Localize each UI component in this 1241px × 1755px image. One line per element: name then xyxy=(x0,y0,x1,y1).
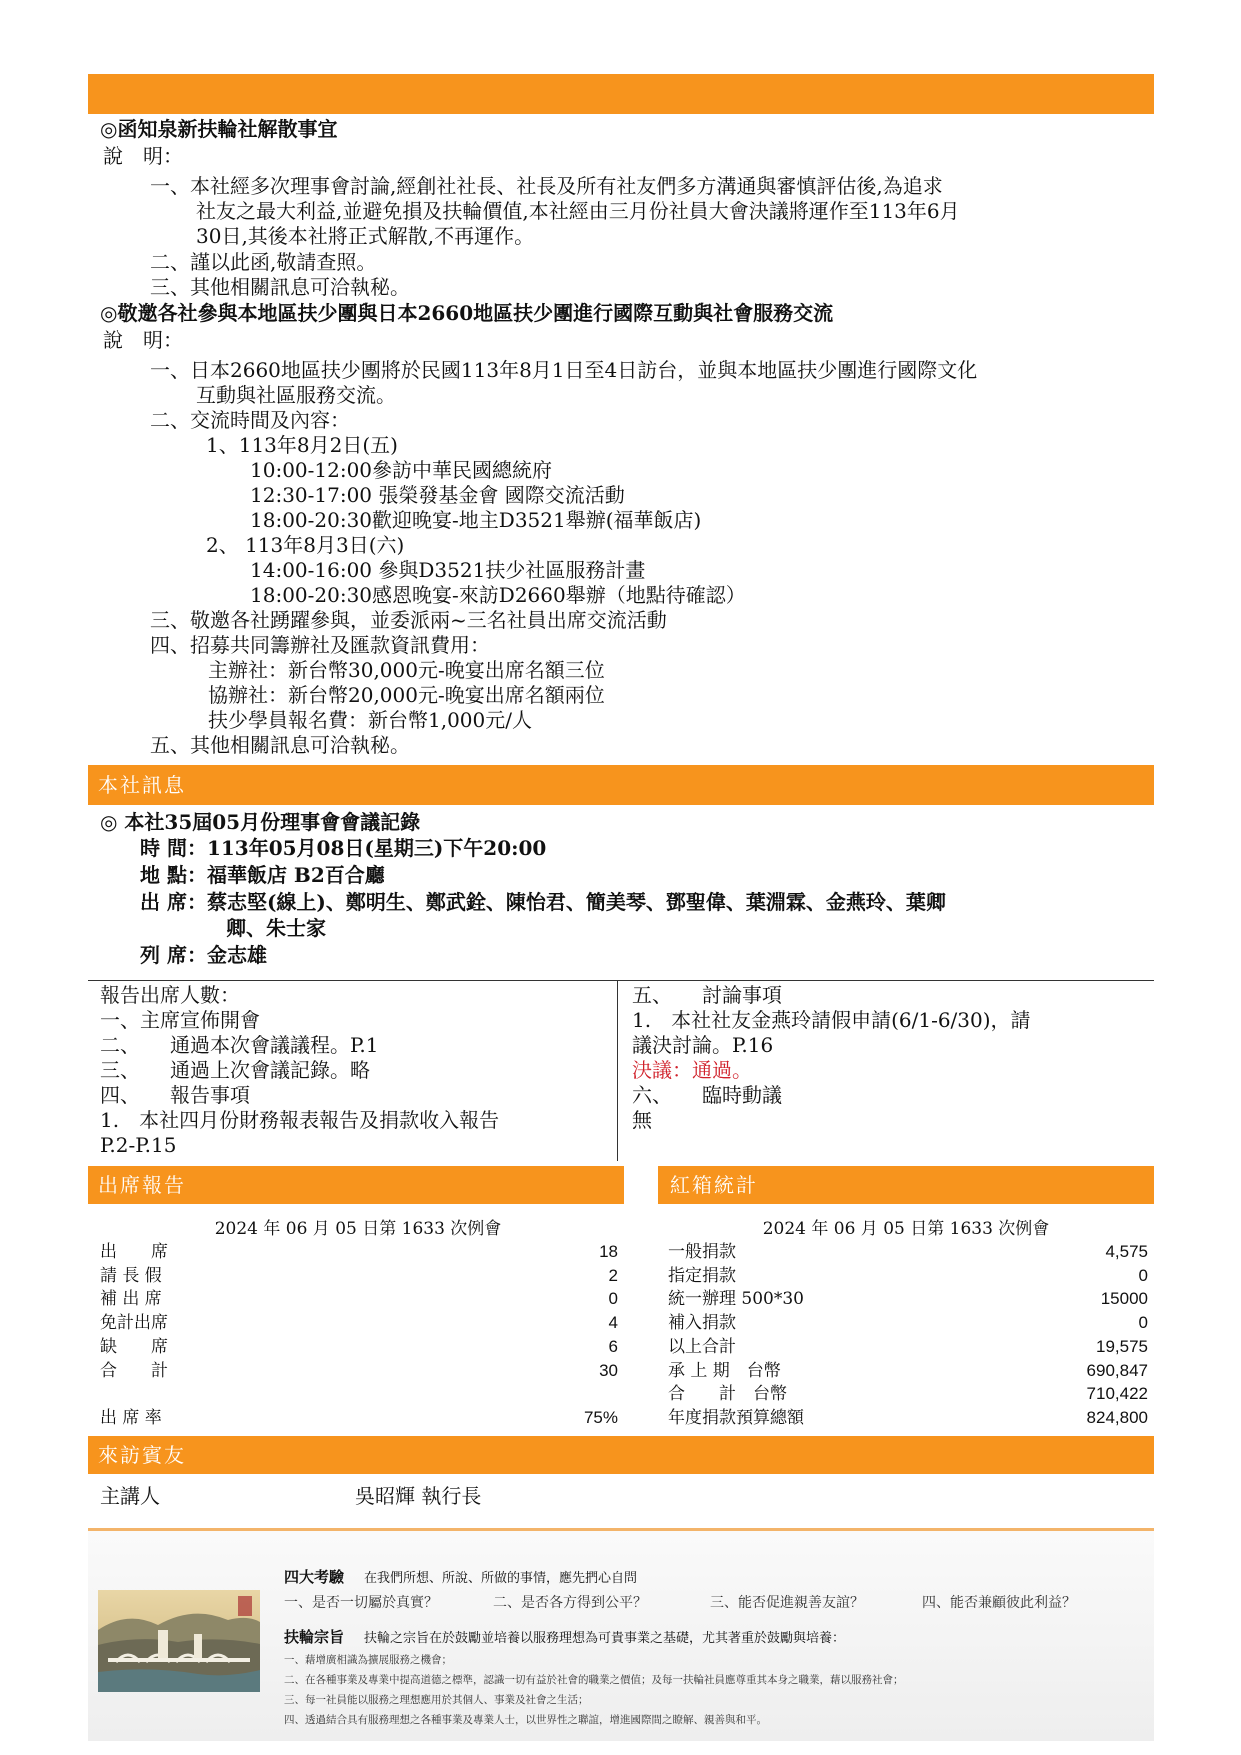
footer-illustration xyxy=(98,1590,260,1692)
minutes-resolution: 決議：通過。 xyxy=(632,1058,752,1082)
meeting-observer: 列 席：金志雄 xyxy=(140,943,267,967)
club-news-header-label: 本社訊息 xyxy=(98,773,186,797)
club-news-header xyxy=(88,765,1154,805)
notice2-item-5: 五、其他相關訊息可洽執秘。 xyxy=(150,733,410,757)
attendance-value: 18 xyxy=(599,1242,618,1261)
meeting-attendees: 出 席：蔡志堅(線上)、鄭明生、鄭武銓、陳怡君、簡美琴、鄧聖偉、葉淵霖、金燕玲、葉卿 xyxy=(140,890,946,914)
notice1-item-1c: 30日,其後本社將正式解散,不再運作。 xyxy=(196,224,535,248)
notice2-item-3: 三、敬邀各社踴躍參與，並委派兩~三名社員出席交流活動 xyxy=(150,608,667,632)
rotary-object-title: 扶輪宗旨 xyxy=(284,1628,345,1646)
red-box-value: 4,575 xyxy=(1105,1242,1148,1261)
notice1-item-2: 二、謹以此函,敬請查照。 xyxy=(150,250,377,274)
red-box-label: 統一辦理 500*30 xyxy=(668,1289,804,1310)
club-news-title: ◎ 本社35屆05月份理事會會議記錄 xyxy=(100,810,421,834)
meeting-attendees-cont: 卿、朱士家 xyxy=(226,916,326,940)
attendance-label: 出 席 xyxy=(100,1242,168,1262)
attendance-value: 4 xyxy=(608,1313,618,1333)
red-box-value: 824,800 xyxy=(1086,1407,1148,1427)
red-box-header xyxy=(658,1166,1154,1204)
notice2-day1-event: 12:30-17:00 張榮發基金會 國際交流活動 xyxy=(250,483,625,507)
notice1-item-1b: 社友之最大利益,並避免損及扶輪價值,本社經由三月份社員大會決議將運作至113年6月 xyxy=(196,199,960,223)
visitor-role: 主講人 xyxy=(100,1484,160,1508)
red-box-label: 合 計 台幣 xyxy=(668,1384,787,1405)
attendance-label: 請 長 假 xyxy=(100,1265,162,1286)
red-box-value: 710,422 xyxy=(1086,1384,1148,1404)
notice2-item-1a: 一、日本2660地區扶少團將於民國113年8月1日至4日訪台，並與本地區扶少團進行國際文化 xyxy=(150,358,978,382)
minutes-divider xyxy=(617,980,618,1161)
four-way-test-item: 一、是否一切屬於真實？ xyxy=(284,1595,438,1611)
visitors-header-label: 來訪賓友 xyxy=(98,1443,186,1467)
minutes-left-line: 一、主席宣佈開會 xyxy=(100,1008,260,1032)
minutes-left-line: 四、 報告事項 xyxy=(100,1083,250,1107)
notice1-label: 說 明： xyxy=(103,144,183,168)
attendance-header xyxy=(88,1166,624,1204)
red-box-value: 690,847 xyxy=(1086,1360,1148,1380)
notice2-day1-event: 18:00-20:30歡迎晚宴-地主D3521舉辦(福華飯店) xyxy=(250,508,702,532)
red-box-value: 15000 xyxy=(1100,1289,1148,1309)
minutes-right-line: 議決討論。P.16 xyxy=(632,1033,774,1057)
minutes-right-line: 五、 討論事項 xyxy=(632,983,782,1007)
attendance-label: 缺 席 xyxy=(100,1336,168,1357)
red-box-header-label: 紅箱統計 xyxy=(670,1173,758,1197)
red-box-label: 指定捐款 xyxy=(668,1265,736,1286)
minutes-top-border xyxy=(88,980,1154,981)
attendance-label: 補 出 席 xyxy=(100,1289,162,1310)
notice2-day2-event: 18:00-20:30感恩晚宴-來訪D2660舉辦（地點待確認） xyxy=(250,583,746,607)
rotary-object-item: 三、每一社員能以服務之理想應用於其個人、事業及社會之生活； xyxy=(284,1694,589,1706)
notice2-fee: 主辦社：新台幣30,000元-晚宴出席名額三位 xyxy=(208,658,605,682)
notice2-day1-event: 10:00-12:00參訪中華民國總統府 xyxy=(250,458,553,482)
visitors-header xyxy=(88,1436,1154,1474)
attendance-label: 合 計 xyxy=(100,1360,168,1381)
attendance-value: 2 xyxy=(608,1265,618,1285)
notice2-fee: 扶少學員報名費：新台幣1,000元/人 xyxy=(208,708,532,732)
red-box-label: 以上合計 xyxy=(668,1336,736,1357)
red-box-value: 0 xyxy=(1138,1313,1148,1333)
visitor-name: 吳昭輝 執行長 xyxy=(355,1484,482,1508)
notice2-title: ◎敬邀各社參與本地區扶少團與日本2660地區扶少團進行國際互動與社會服務交流 xyxy=(100,301,834,325)
minutes-left-line: 三、 通過上次會議記錄。略 xyxy=(100,1058,370,1082)
red-box-label: 補入捐款 xyxy=(668,1313,736,1334)
notice2-day1: 1、113年8月2日(五) xyxy=(206,433,398,457)
bridge-landscape-icon xyxy=(98,1590,260,1692)
notice2-fee: 協辦社：新台幣20,000元-晚宴出席名額兩位 xyxy=(208,683,605,707)
attendance-rate-label: 出 席 率 xyxy=(100,1408,162,1428)
notice2-day2-event: 14:00-16:00 參與D3521扶少社區服務計畫 xyxy=(250,558,646,582)
meeting-time: 時 間：113年05月08日(星期三)下午20:00 xyxy=(140,836,547,860)
minutes-right-line: 無 xyxy=(632,1108,652,1132)
attendance-header-label: 出席報告 xyxy=(98,1173,186,1197)
four-way-test-title: 四大考驗 xyxy=(284,1568,345,1586)
rotary-object-intro: 扶輪之宗旨在於鼓勵並培養以服務理想為可貴事業之基礎，尤其著重於鼓勵與培養： xyxy=(364,1631,846,1646)
red-box-label: 一般捐款 xyxy=(668,1242,736,1262)
red-box-label: 年度捐款預算總額 xyxy=(668,1407,804,1428)
minutes-left-line: 二、 通過本次會議議程。P.1 xyxy=(100,1033,379,1057)
minutes-left-line: 1. 本社四月份財務報表報告及捐款收入報告 xyxy=(100,1108,500,1132)
minutes-left-line: P.2-P.15 xyxy=(100,1133,177,1157)
notice2-item-4: 四、招募共同籌辦社及匯款資訊費用： xyxy=(150,633,490,657)
red-box-meeting: 2024 年 06 月 05 日第 1633 次例會 xyxy=(762,1219,1050,1239)
four-way-test-intro: 在我們所想、所說、所做的事情，應先捫心自問 xyxy=(364,1571,638,1586)
notice1-item-3: 三、其他相關訊息可洽執秘。 xyxy=(150,275,410,299)
notice1-title: ◎函知泉新扶輪社解散事宜 xyxy=(100,117,338,141)
attendance-meeting: 2024 年 06 月 05 日第 1633 次例會 xyxy=(214,1219,502,1239)
notice2-item-1b: 互動與社區服務交流。 xyxy=(196,383,396,407)
notice2-label: 說 明： xyxy=(103,328,183,352)
rotary-object-item: 一、藉增廣相識為擴展服務之機會； xyxy=(284,1654,452,1666)
four-way-test-item: 四、能否兼顧彼此利益？ xyxy=(922,1595,1076,1611)
notice1-item-1a: 一、本社經多次理事會討論,經創社社長、社長及所有社友們多方溝通與審慎評估後,為追求 xyxy=(150,174,943,198)
rotary-object-item: 四、透過結合具有服務理想之各種事業及專業人士，以世界性之聯誼，增進國際間之瞭解、親善與和平。 xyxy=(284,1714,767,1726)
notice2-item-2: 二、交流時間及內容： xyxy=(150,408,350,432)
attendance-label: 免計出席 xyxy=(100,1313,168,1334)
red-box-value: 0 xyxy=(1138,1265,1148,1285)
attendance-rate-value: 75% xyxy=(583,1408,618,1427)
notice2-day2: 2、 113年8月3日(六) xyxy=(206,533,405,557)
meeting-place: 地 點：福華飯店 B2百合廳 xyxy=(140,863,385,887)
red-box-value: 19,575 xyxy=(1096,1336,1148,1356)
red-box-label: 承 上 期 台幣 xyxy=(668,1360,781,1381)
minutes-right-line: 六、 臨時動議 xyxy=(632,1083,782,1107)
minutes-right-line: 1. 本社社友金燕玲請假申請(6/1-6/30)，請 xyxy=(632,1008,1031,1032)
minutes-left-line: 報告出席人數： xyxy=(100,983,240,1007)
attendance-value: 30 xyxy=(599,1360,618,1380)
four-way-test-item: 三、能否促進親善友誼？ xyxy=(710,1595,864,1611)
attendance-value: 6 xyxy=(608,1336,618,1356)
attendance-value: 0 xyxy=(608,1289,618,1309)
four-way-test-item: 二、是否各方得到公平？ xyxy=(493,1595,647,1611)
top-banner xyxy=(88,74,1154,114)
rotary-object-item: 二、在各種事業及專業中提高道德之標準，認識一切有益於社會的職業之價值；及每一扶輪社員應尊重其本身之職業，藉以服務社會； xyxy=(284,1674,904,1686)
